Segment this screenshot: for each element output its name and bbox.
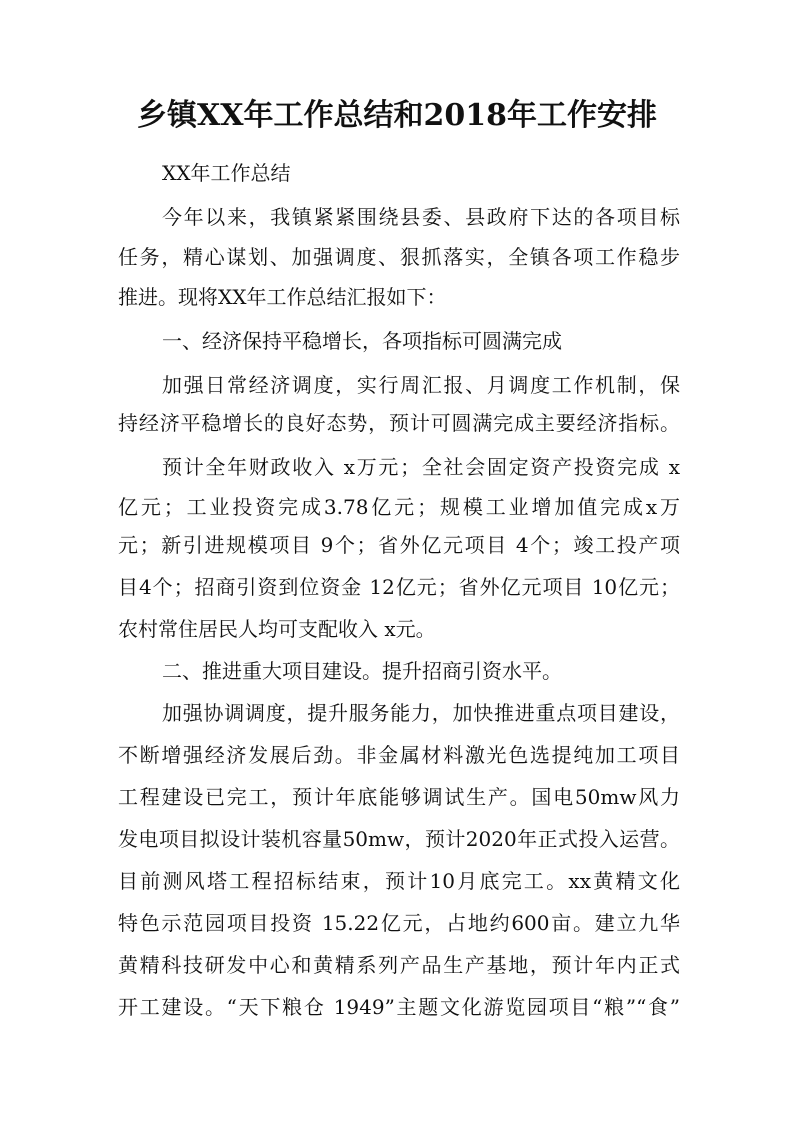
paragraph-line: 亿元；工业投资完成3.78亿元；规模工业增加值完成x万 bbox=[118, 495, 680, 519]
paragraph-line: 发电项目拟设计装机容量50mw，预计2020年正式投入运营。 bbox=[118, 827, 680, 851]
paragraph-line: 元；新引进规模项目 9个；省外亿元项目 4个；竣工投产项 bbox=[118, 533, 680, 557]
paragraph-line: 工程建设已完工，预计年底能够调试生产。国电50mw风力 bbox=[118, 785, 680, 809]
paragraph-line: 预计全年财政收入 x万元；全社会固定资产投资完成 x bbox=[162, 455, 680, 479]
paragraph-line: 目前测风塔工程招标结束，预计10月底完工。xx黄精文化 bbox=[118, 869, 680, 893]
paragraph-line: 加强协调调度，提升服务能力，加快推进重点项目建设， bbox=[162, 701, 680, 725]
paragraph-line: 不断增强经济发展后劲。非金属材料激光色选提纯加工项目 bbox=[118, 743, 680, 767]
paragraph-line: 推进。现将XX年工作总结汇报如下： bbox=[118, 285, 447, 309]
document-title: 乡镇XX年工作总结和2018年工作安排 bbox=[136, 98, 658, 133]
paragraph-line: 开工建设。“天下粮仓 1949”主题文化游览园项目“粮”“食” bbox=[118, 995, 680, 1019]
paragraph-line: 今年以来，我镇紧紧围绕县委、县政府下达的各项目标 bbox=[162, 205, 680, 229]
paragraph-line: 黄精科技研发中心和黄精系列产品生产基地，预计年内正式 bbox=[118, 953, 680, 977]
paragraph-line: 特色示范园项目投资 15.22亿元，占地约600亩。建立九华 bbox=[118, 911, 680, 935]
paragraph-line: 持经济平稳增长的良好态势，预计可圆满完成主要经济指标。 bbox=[118, 411, 680, 435]
paragraph-line: 目4个；招商引资到位资金 12亿元；省外亿元项目 10亿元； bbox=[118, 575, 680, 599]
paragraph-line: 农村常住居民人均可支配收入 x元。 bbox=[118, 617, 436, 641]
section-heading: 二、推进重大项目建设。提升招商引资水平。 bbox=[162, 659, 562, 683]
paragraph-line: 任务，精心谋划、加强调度、狠抓落实，全镇各项工作稳步 bbox=[118, 245, 680, 269]
section-heading: 一、经济保持平稳增长，各项指标可圆满完成 bbox=[162, 329, 562, 353]
paragraph-line: 加强日常经济调度，实行周汇报、月调度工作机制，保 bbox=[162, 373, 680, 397]
section-heading: XX年工作总结 bbox=[162, 161, 291, 185]
